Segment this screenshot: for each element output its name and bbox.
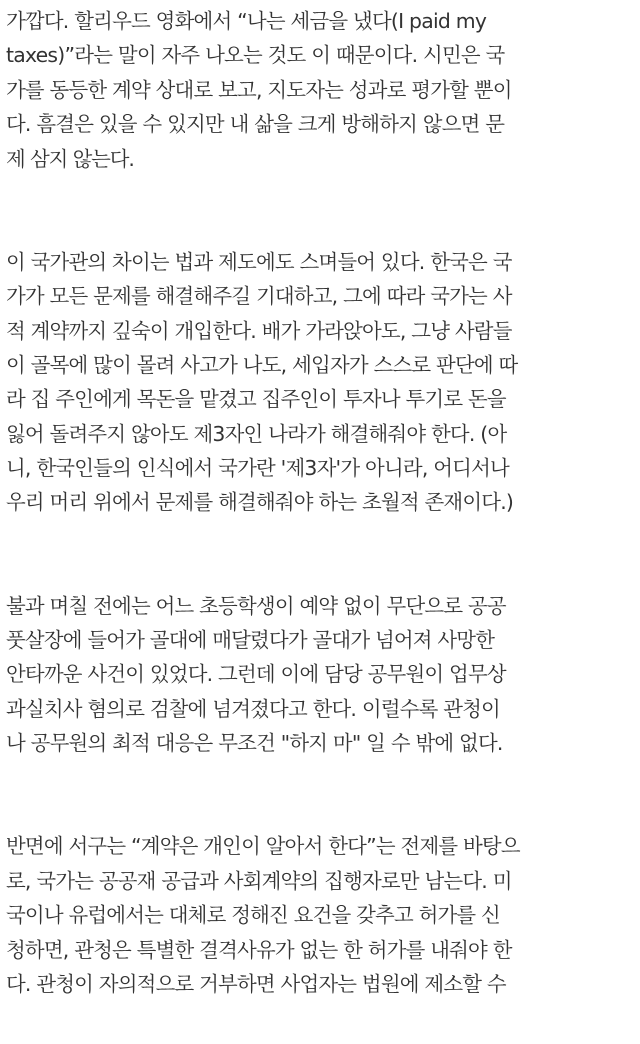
paragraph-spacer bbox=[6, 176, 636, 245]
paragraph-line: 다. 흠결은 있을 수 있지만 내 삶을 크게 방해하지 않으면 문 bbox=[6, 112, 505, 137]
paragraph-line: 풋살장에 들어가 골대에 매달렸다가 골대가 넘어져 사망한 bbox=[6, 628, 495, 653]
paragraph-line: 적 계약까지 깊숙이 개입한다. 배가 가라앉아도, 그냥 사람들 bbox=[6, 318, 512, 343]
paragraph-line: taxes)”라는 말이 자주 나오는 것도 이 때문이다. 시민은 국 bbox=[6, 43, 505, 68]
paragraph-1 bbox=[6, 0, 636, 176]
paragraph-spacer bbox=[6, 761, 636, 830]
paragraph-spacer bbox=[6, 520, 636, 589]
paragraph-line: 가가 모든 문제를 해결해주길 기대하고, 그에 따라 국가는 사 bbox=[6, 284, 512, 309]
paragraph-line: 가깝다. 할리우드 영화에서 “나는 세금을 냈다(I paid my bbox=[6, 9, 487, 33]
paragraph-line: 라 집 주인에게 목돈을 맡겼고 집주인이 투자나 투기로 돈을 bbox=[6, 387, 506, 412]
article-body bbox=[6, 0, 636, 1001]
paragraph-line: 나 공무원의 최적 대응은 무조건 "하지 마" 일 수 밖에 없다. bbox=[6, 731, 503, 756]
paragraph-line: 국이나 유럽에서는 대체로 정해진 요건을 갖추고 허가를 신 bbox=[6, 903, 500, 928]
paragraph-line: 안타까운 사건이 있었다. 그런데 이에 담당 공무원이 업무상 bbox=[6, 662, 506, 687]
paragraph-line: 로, 국가는 공공재 공급과 사회계약의 집행자로만 남는다. 미 bbox=[6, 868, 512, 893]
paragraph-line: 이 골목에 많이 몰려 사고가 나도, 세입자가 스스로 판단에 따 bbox=[6, 352, 518, 377]
paragraph-line: 다. 관청이 자의적으로 거부하면 사업자는 법원에 제소할 수 bbox=[6, 971, 506, 996]
paragraph-line: 불과 며칠 전에는 어느 초등학생이 예약 없이 무단으로 공공 bbox=[6, 593, 506, 618]
paragraph-line: 반면에 서구는 “계약은 개인이 알아서 한다”는 전제를 바탕으 bbox=[6, 834, 520, 859]
paragraph-line: 과실치사 혐의로 검찰에 넘겨졌다고 한다. 이럴수록 관청이 bbox=[6, 696, 500, 721]
paragraph-3 bbox=[6, 589, 636, 761]
paragraph-line: 니, 한국인들의 인식에서 국가란 '제3자'가 아니라, 어디서나 bbox=[6, 456, 509, 481]
paragraph-4 bbox=[6, 829, 636, 1001]
paragraph-2 bbox=[6, 245, 636, 520]
paragraph-line: 제 삼지 않는다. bbox=[6, 146, 134, 171]
paragraph-line: 가를 동등한 계약 상대로 보고, 지도자는 성과로 평가할 뿐이 bbox=[6, 77, 512, 102]
paragraph-line: 잃어 돌려주지 않아도 제3자인 나라가 해결해줘야 한다. (아 bbox=[6, 421, 507, 446]
paragraph-line: 우리 머리 위에서 문제를 해결해줘야 하는 초월적 존재이다.) bbox=[6, 490, 514, 515]
paragraph-line: 이 국가관의 차이는 법과 제도에도 스며들어 있다. 한국은 국 bbox=[6, 249, 512, 274]
paragraph-line: 청하면, 관청은 특별한 결격사유가 없는 한 허가를 내줘야 한 bbox=[6, 937, 512, 962]
